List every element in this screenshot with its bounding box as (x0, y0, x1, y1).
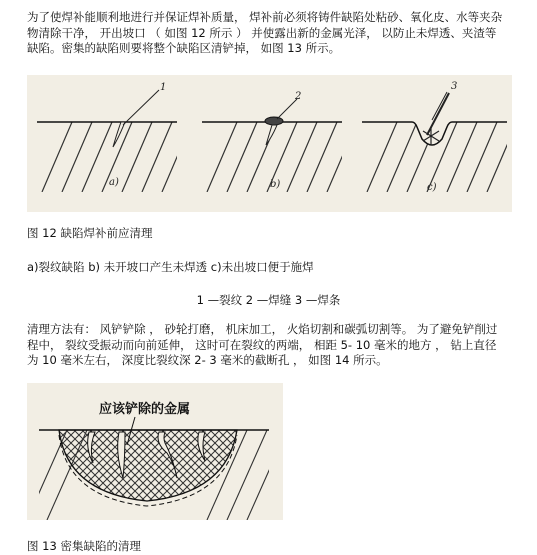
label-n2: 2 (295, 91, 302, 102)
figure-13-illustration (27, 383, 283, 520)
figure-12-subcaption: a)裂纹缺陷 b) 未开坡口产生未焊透 c)未出坡口便于施焊 (27, 260, 314, 274)
label-n3: 3 (451, 81, 458, 92)
intro-paragraph (27, 10, 517, 57)
label-a: a) (109, 177, 119, 188)
intro-line-2: 物清除干净， 开出坡口 （ 如图 12 所示 ） 并使露出新的金属光泽， 以防止未焊透、夹渣等 (27, 25, 497, 40)
methods-line-3: 为 10 毫米左右， 深度比裂纹深 2- 3 毫米的截断孔 ， 如图 14 所示。 (27, 353, 388, 367)
intro-line-3: 缺陷。密集的缺陷则要将整个缺陷区清铲掉， 如图 13 所示。 (27, 41, 341, 55)
figure-12-caption: 图 12 缺陷焊补前应清理 (27, 226, 153, 240)
methods-paragraph (27, 322, 517, 369)
label-n1: 1 (160, 82, 167, 93)
figure-12b-unwelded (207, 122, 357, 192)
methods-line-2: 程中， 裂纹受振动而向前延伸， 这时可在裂纹的两端， 相距 5- 10 毫米的地方 ， 钻上直径 (27, 337, 497, 352)
figure-13-label: 应该铲除的金属 (99, 402, 191, 417)
methods-line-1: 清理方法有： 风铲铲除 ， 砂轮打磨， 机床加工， 火焰切割和碳弧切割等。 为了避免铲削过 (27, 322, 498, 336)
figure-12c-grooved (367, 122, 512, 192)
figure-13-removed-metal (59, 430, 237, 501)
figure-13-caption: 图 13 密集缺陷的清理 (27, 539, 141, 553)
label-b: b) (270, 179, 281, 190)
label-c: c) (427, 182, 437, 193)
figure-12-legend: 1 —裂纹 2 —焊缝 3 —焊条 (196, 293, 341, 307)
intro-line-1: 为了使焊补能顺利地进行并保证焊补质量， 焊补前必须将铸件缺陷处粘砂、氧化皮、水等夹杂 (27, 10, 503, 24)
figure-12-illustration (27, 75, 512, 212)
